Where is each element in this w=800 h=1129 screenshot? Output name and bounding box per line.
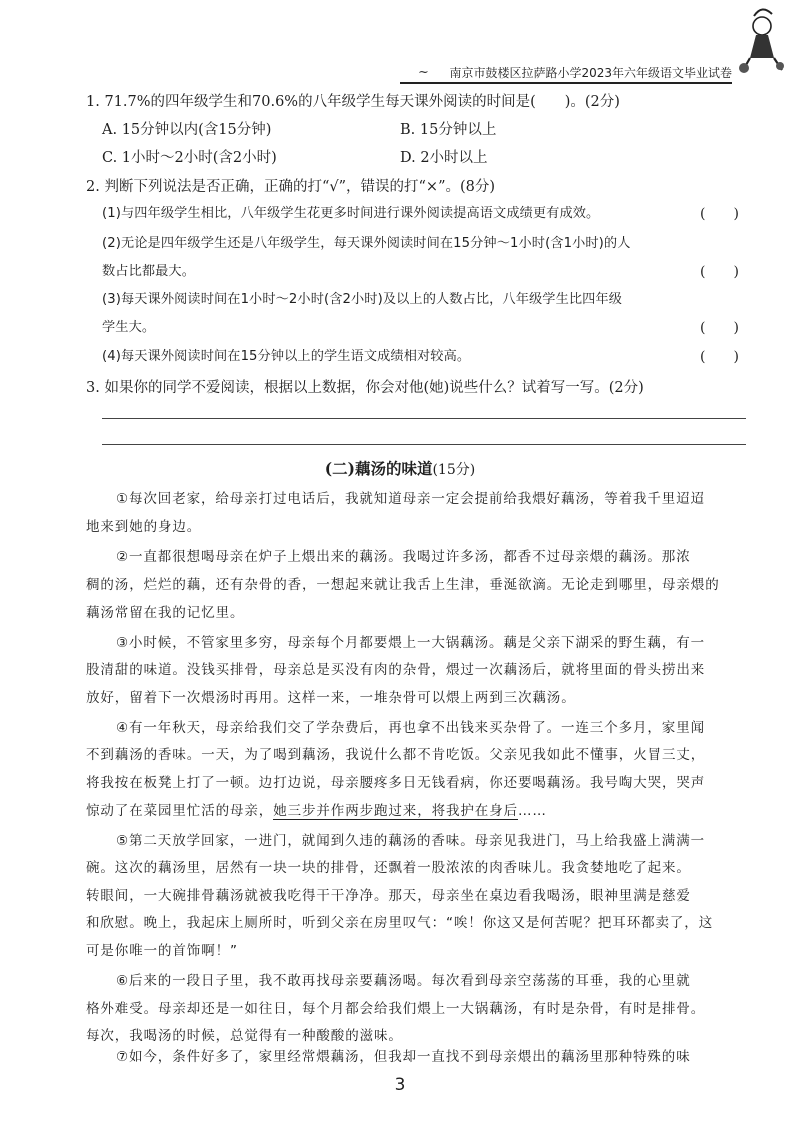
passage-line: ⑥后来的一段日子里，我不敢再找母亲要藕汤喝。每次看到母亲空荡荡的耳垂，我的心里就 — [116, 973, 691, 989]
judgement-answer-1[interactable]: ( ) — [700, 206, 739, 222]
question-1-option-b: B. 15分钟以上 — [400, 122, 497, 138]
passage-line: 每次，我喝汤的时候，总觉得有一种酸酸的滋味。 — [86, 1028, 403, 1044]
section-score: (15分) — [432, 462, 476, 478]
passage-line: 可是你唯一的首饰啊！” — [86, 943, 238, 959]
judgement-answer-3[interactable]: ( ) — [700, 320, 739, 336]
question-1-option-a: A. 15分钟以内(含15分钟) — [102, 122, 272, 138]
passage-line: ②一直都很想喝母亲在炉子上煨出来的藕汤。我喝过许多汤，都香不过母亲煨的藕汤。那浓 — [116, 549, 691, 565]
question-1-option-c: C. 1小时～2小时(含2小时) — [102, 150, 277, 166]
passage-ellipsis: …… — [518, 803, 547, 819]
header-mark: ~ — [418, 65, 429, 80]
passage-line: 将我按在板凳上打了一顿。边打边说，母亲腰疼多日无钱看病，你还要喝藕汤。我号啕大哭，哭声 — [86, 775, 706, 791]
passage-line: 稠的汤，烂烂的藕，还有杂骨的香，一想起来就让我舌上生津，垂涎欲滴。无论走到哪里，母亲煨的 — [86, 577, 720, 593]
passage-line: 藕汤常留在我的记忆里。 — [86, 605, 245, 621]
question-2-prompt: 2. 判断下列说法是否正确，正确的打“√”，错误的打“×”。(8分) — [86, 179, 496, 195]
section-title-text: (二)藕汤的味道 — [324, 459, 433, 478]
question-1-option-d: D. 2小时以上 — [400, 150, 488, 166]
question-3-prompt: 3. 如果你的同学不爱阅读，根据以上数据，你会对他(她)说些什么？试着写一写。(2分) — [86, 380, 644, 396]
answer-line-1[interactable] — [102, 418, 746, 419]
exam-title: 南京市鼓楼区拉萨路小学2023年六年级语文毕业试卷 — [449, 66, 732, 80]
page-number: 3 — [394, 1075, 406, 1095]
question-1-prompt: 1. 71.7%的四年级学生和70.6%的八年级学生每天课外阅读的时间是( )。(2分) — [86, 94, 620, 110]
judgement-item-2: (2)无论是四年级学生还是八年级学生，每天课外阅读时间在15分钟～1小时(含1小时)的人 — [102, 236, 631, 251]
passage-line: 碗。这次的藕汤里，居然有一块一块的排骨，还飘着一股浓浓的肉香味儿。我贪婪地吃了起来。 — [86, 860, 691, 876]
judgement-answer-2[interactable]: ( ) — [700, 264, 739, 280]
judgement-item-2-cont: 数占比都最大。 — [102, 264, 196, 279]
exam-header — [400, 62, 732, 84]
passage-line: ①每次回老家，给母亲打过电话后，我就知道母亲一定会提前给我煨好藕汤，等着我千里迢迢 — [116, 491, 706, 507]
judgement-item-3: (3)每天课外阅读时间在1小时～2小时(含2小时)及以上的人数占比，八年级学生比四年级 — [102, 292, 622, 307]
underlined-sentence: 她三步并作两步跑过来，将我护在身后 — [273, 803, 519, 819]
judgement-item-1: (1)与四年级学生相比，八年级学生花更多时间进行课外阅读提高语文成绩更有成效。 — [102, 206, 600, 221]
passage-line: ⑤第二天放学回家，一进门，就闻到久违的藕汤的香味。母亲见我进门，马上给我盛上满满一 — [116, 833, 706, 849]
passage-line: ⑦如今，条件好多了，家里经常煨藕汤，但我却一直找不到母亲煨出的藕汤里那种特殊的味 — [116, 1049, 691, 1065]
cartoon-decoration-icon — [732, 0, 792, 80]
passage-line: 股清甜的味道。没钱买排骨，母亲总是买没有肉的杂骨，煨过一次藕汤后，就将里面的骨头捞出来 — [86, 662, 706, 678]
judgement-item-3-cont: 学生大。 — [102, 320, 156, 335]
section-title — [0, 458, 800, 481]
passage-line: 不到藕汤的香味。一天，为了喝到藕汤，我说什么都不肯吃饭。父亲见我如此不懂事，火冒三丈， — [86, 747, 706, 763]
passage-line: ③小时候，不管家里多穷，母亲每个月都要煨上一大锅藕汤。藕是父亲下湖采的野生藕，有一 — [116, 635, 706, 651]
judgement-answer-4[interactable]: ( ) — [700, 349, 739, 365]
passage-line — [86, 801, 547, 821]
passage-line: 转眼间，一大碗排骨藕汤就被我吃得干干净净。那天，母亲坐在桌边看我喝汤，眼神里满是慈爱 — [86, 888, 691, 904]
passage-line: 和欣慰。晚上，我起床上厕所时，听到父亲在房里叹气：“唉！你这又是何苦呢？把耳环都卖了，这 — [86, 915, 714, 931]
answer-line-2[interactable] — [102, 444, 746, 445]
passage-line: 格外难受。母亲却还是一如往日，每个月都会给我们煨上一大锅藕汤，有时是杂骨，有时是排骨。 — [86, 1001, 706, 1017]
passage-line: ④有一年秋天，母亲给我们交了学杂费后，再也拿不出钱来买杂骨了。一连三个多月，家里闻 — [116, 720, 706, 736]
passage-line: 地来到她的身边。 — [86, 519, 202, 535]
passage-text: 惊动了在菜园里忙活的母亲， — [86, 803, 274, 819]
judgement-item-4: (4)每天课外阅读时间在15分钟以上的学生语文成绩相对较高。 — [102, 349, 471, 364]
passage-line: 放好，留着下一次煨汤时再用。这样一来，一堆杂骨可以煨上两到三次藕汤。 — [86, 690, 576, 706]
